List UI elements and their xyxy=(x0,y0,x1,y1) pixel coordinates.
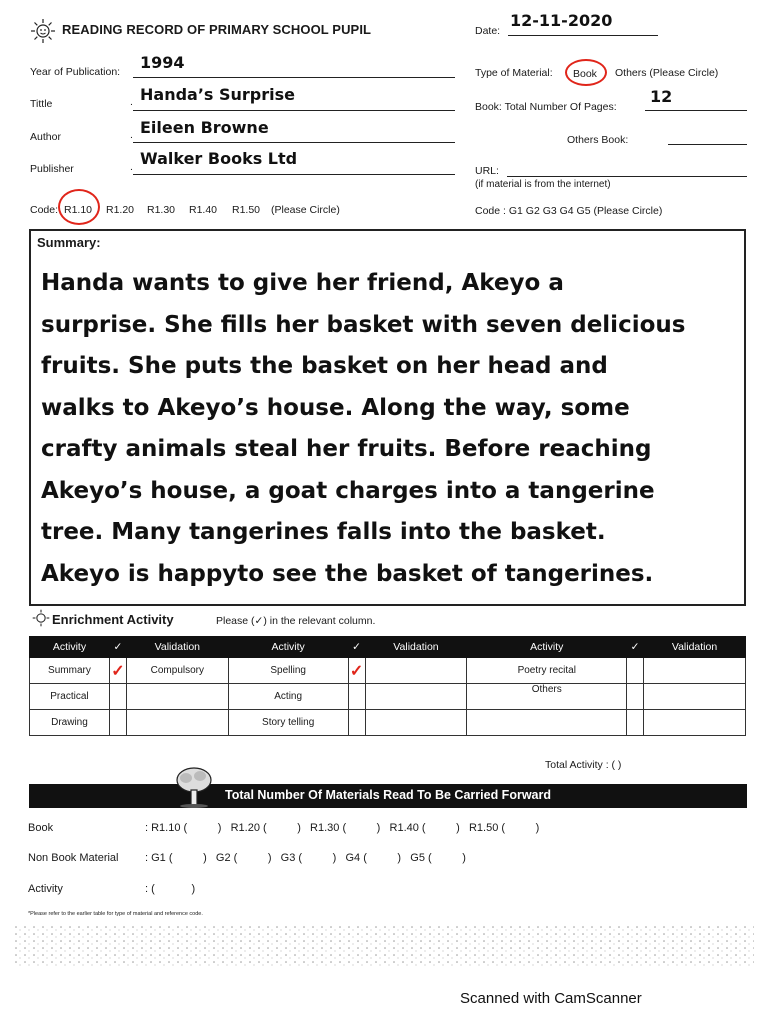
summary-line: walks to Akeyo’s house. Along the way, some xyxy=(41,394,630,421)
col-tick: ✓ xyxy=(109,637,126,658)
tick-cell[interactable] xyxy=(627,658,644,684)
pages-label: Book: Total Number Of Pages: xyxy=(475,101,617,113)
footnote: *Please refer to the earlier table for type of material and reference code. xyxy=(28,911,203,917)
author-value[interactable]: Eileen Browne xyxy=(140,118,269,137)
tick-cell[interactable] xyxy=(627,684,644,710)
tittle-value[interactable]: Handa’s Surprise xyxy=(140,85,296,104)
activity-cell: Acting xyxy=(228,684,348,710)
cf-nonbook-row[interactable]: : G1 ( ) G2 ( ) G3 ( ) G4 ( ) G5 ( ) xyxy=(145,852,466,864)
summary-line: Akeyo’s house, a goat charges into a tangerine xyxy=(41,477,655,504)
pages-line xyxy=(645,110,747,111)
summary-line: surprise. She fills her basket with seven delicious xyxy=(41,311,686,338)
date-label: Date: xyxy=(475,25,501,37)
type-others: Others (Please Circle) xyxy=(615,67,719,79)
activity-cell: Spelling xyxy=(228,658,348,684)
validation-cell[interactable] xyxy=(126,710,228,736)
total-activity[interactable]: Total Activity : ( ) xyxy=(545,759,622,771)
form-title: READING RECORD OF PRIMARY SCHOOL PUPIL xyxy=(62,22,372,37)
type-label: Type of Material: xyxy=(475,67,553,79)
summary-line: Handa wants to give her friend, Akeyo a xyxy=(41,270,564,296)
tittle-label: Tittle xyxy=(30,98,53,110)
cf-activity-label: Activity xyxy=(28,883,63,895)
enrichment-note: Please (✓) in the relevant column. xyxy=(216,615,376,627)
col-tick: ✓ xyxy=(627,637,644,658)
activity-cell: Drawing xyxy=(30,710,110,736)
others-book-line xyxy=(668,144,747,145)
enrichment-header-row xyxy=(30,637,746,658)
tick-cell[interactable] xyxy=(348,710,365,736)
summary-line: tree. Many tangerines falls into the basket. xyxy=(41,519,606,545)
url-label: URL: xyxy=(475,165,499,177)
validation-cell[interactable]: Compulsory xyxy=(126,658,228,684)
tick-cell[interactable] xyxy=(627,710,644,736)
cf-book-row[interactable]: : R1.10 ( ) R1.20 ( ) R1.30 ( ) R1.40 ( ) R1.50 ( ) xyxy=(145,822,540,834)
validation-cell[interactable] xyxy=(365,710,467,736)
tittle-dot: . xyxy=(130,96,133,108)
summary-label: Summary: xyxy=(37,235,101,250)
tick-cell[interactable]: ✓ xyxy=(348,658,365,684)
summary-text[interactable] xyxy=(41,263,741,595)
activity-cell: Summary xyxy=(30,658,110,684)
publisher-line xyxy=(133,174,455,175)
col-activity: Activity xyxy=(467,637,627,658)
code-note: (Please Circle) xyxy=(271,204,340,216)
tittle-line xyxy=(133,110,455,111)
author-dot: . xyxy=(130,129,133,141)
code-label: Code: xyxy=(30,204,59,216)
col-activity: Activity xyxy=(228,637,348,658)
tick-cell[interactable] xyxy=(109,684,126,710)
sun-small-icon xyxy=(32,609,50,627)
activity-cell: Story telling xyxy=(228,710,348,736)
type-selected-circle xyxy=(565,59,607,86)
scan-noise-texture xyxy=(14,925,754,967)
code-r120[interactable]: R1.20 xyxy=(106,204,135,216)
validation-cell[interactable] xyxy=(644,684,746,710)
author-label: Author xyxy=(30,131,61,143)
publisher-dot: . xyxy=(130,161,133,173)
activity-cell: Poetry recital xyxy=(467,658,627,684)
summary-box xyxy=(29,229,746,606)
url-note: (if material is from the internet) xyxy=(475,179,611,190)
summary-line: crafty animals steal her fruits. Before reaching xyxy=(41,436,652,462)
table-row xyxy=(30,684,746,710)
code-r140[interactable]: R1.40 xyxy=(189,204,218,216)
tick-cell[interactable] xyxy=(348,684,365,710)
date-value[interactable]: 12-11-2020 xyxy=(510,11,613,30)
validation-cell[interactable] xyxy=(126,684,228,710)
code-r130[interactable]: R1.30 xyxy=(147,204,176,216)
enrichment-title: Enrichment Activity xyxy=(52,612,174,627)
activity-cell[interactable] xyxy=(467,710,627,736)
col-validation: Validation xyxy=(126,637,228,658)
year-line xyxy=(133,77,455,78)
summary-line: fruits. She puts the basket on her head and xyxy=(41,353,608,379)
scanned-with-label: Scanned with CamScanner xyxy=(460,990,642,1007)
activity-cell: Others xyxy=(467,684,627,710)
publisher-label: Publisher xyxy=(30,163,74,175)
validation-cell[interactable] xyxy=(365,658,467,684)
validation-cell[interactable] xyxy=(644,710,746,736)
activity-cell: Practical xyxy=(30,684,110,710)
tree-icon xyxy=(170,766,218,808)
summary-line: Akeyo is happyto see the basket of tangerines. xyxy=(41,560,654,587)
validation-cell[interactable] xyxy=(644,658,746,684)
date-line xyxy=(508,35,658,36)
tick-cell[interactable]: ✓ xyxy=(109,658,126,684)
code-r110[interactable]: R1.10 xyxy=(64,204,93,216)
author-line xyxy=(133,142,455,143)
year-value[interactable]: 1994 xyxy=(140,53,185,72)
cf-book-label: Book xyxy=(28,822,54,834)
others-book-label: Others Book: xyxy=(567,134,629,146)
publisher-value[interactable]: Walker Books Ltd xyxy=(140,149,298,168)
table-row xyxy=(30,710,746,736)
table-row xyxy=(30,658,746,684)
col-tick: ✓ xyxy=(348,637,365,658)
type-value-book[interactable]: Book xyxy=(573,68,597,80)
cf-activity-row[interactable]: : ( ) xyxy=(145,883,196,895)
col-validation: Validation xyxy=(644,637,746,658)
year-label: Year of Publication: xyxy=(30,66,121,78)
code-selected-circle xyxy=(58,189,100,225)
enrichment-table xyxy=(29,636,746,736)
col-validation: Validation xyxy=(365,637,467,658)
col-activity: Activity xyxy=(30,637,110,658)
code-r150[interactable]: R1.50 xyxy=(232,204,261,216)
g-code-options[interactable]: Code : G1 G2 G3 G4 G5 (Please Circle) xyxy=(475,205,663,217)
carry-forward-title: Total Number Of Materials Read To Be Carried Forward xyxy=(225,788,551,802)
pages-value[interactable]: 12 xyxy=(650,87,673,106)
url-line xyxy=(507,176,747,177)
cf-nonbook-label: Non Book Material xyxy=(28,852,119,864)
tick-cell[interactable] xyxy=(109,710,126,736)
sun-logo-icon xyxy=(30,18,56,44)
validation-cell[interactable] xyxy=(365,684,467,710)
